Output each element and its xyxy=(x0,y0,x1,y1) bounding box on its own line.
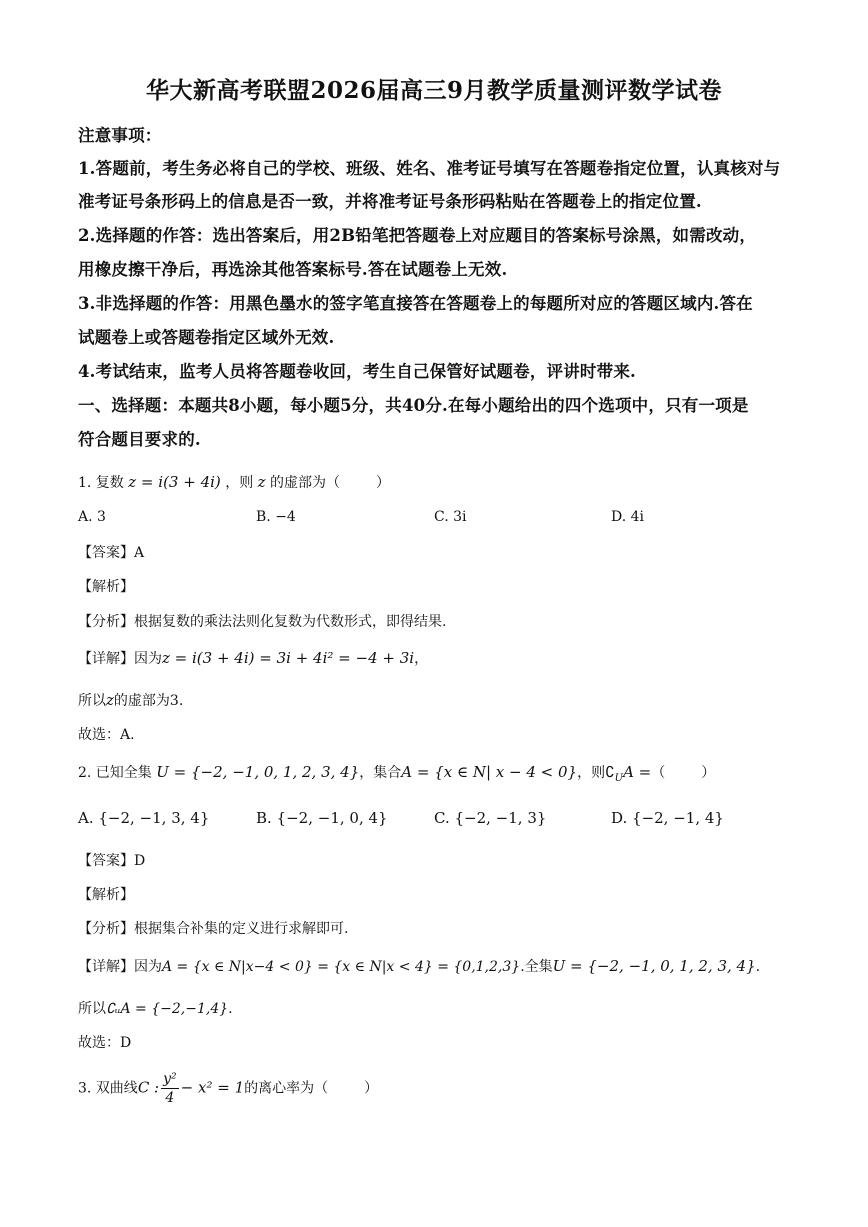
q3-curve-name: C : xyxy=(137,1078,160,1097)
q3-fraction xyxy=(161,1072,179,1105)
q2-detail-universal: U = {−2, −1, 0, 1, 2, 3, 4} xyxy=(552,957,756,975)
q3-prefix: 3. 双曲线 xyxy=(78,1080,138,1097)
q3-fraction-numerator: y² xyxy=(163,1071,177,1087)
q2-detail-expression: A = {x ∈ N|x−4 < 0} = {x ∈ N|x < 4} = {0,1,2,3} xyxy=(162,959,521,975)
section-heading-b: 符合题目要求的. xyxy=(78,430,201,449)
notice-item-1a: 1.答题前，考生务必将自己的学校、班级、姓名、准考证号填写在答题卷指定位置，认真核对与 xyxy=(78,159,781,178)
q1-detail-prefix: 【详解】因为 xyxy=(78,651,162,667)
q1-analysis: 【分析】根据复数的乘法法则化复数为代数形式，即得结果. xyxy=(78,614,447,630)
q2-analysis: 【分析】根据集合补集的定义进行求解即可. xyxy=(78,921,349,937)
notice-heading: 注意事项： xyxy=(78,126,162,145)
q1-so-prefix: 所以 xyxy=(78,693,106,709)
q2-complement-symbol: ∁ xyxy=(605,763,615,781)
question-2 xyxy=(78,762,790,784)
q2-complement-a: A = xyxy=(623,763,652,781)
notice-item-4: 4.考试结束，监考人员将答题卷收回，考生自己保管好试题卷，评讲时带来. xyxy=(78,362,636,381)
notice-item-3b: 试题卷上或答题卷指定区域外无效. xyxy=(78,328,335,347)
notice-item-2a: 2.选择题的作答：选出答案后，用2B铅笔把答题卷上对应题目的答案标号涂黑，如需改动， xyxy=(78,226,757,245)
q1-expression: z = i(3 + 4i) xyxy=(128,473,221,491)
q3-fraction-denominator: 4 xyxy=(165,1090,175,1106)
question-1 xyxy=(78,472,790,492)
q2-option-a: A. {−2, −1, 3, 4} xyxy=(78,809,210,827)
q2-close: ） xyxy=(701,765,716,781)
q1-answer: 【答案】A xyxy=(78,545,145,561)
q1-post: 的虚部为（ xyxy=(270,475,341,491)
q1-detail xyxy=(78,648,790,668)
q2-so-expression: ∁ᵤA = {−2,−1,4} xyxy=(106,1001,229,1017)
q1-option-a: A. 3 xyxy=(78,509,106,525)
q2-prefix: 2. 已知全集 xyxy=(78,765,152,781)
q2-universal-set: U = {−2, −1, 0, 1, 2, 3, 4} xyxy=(156,763,360,781)
q2-option-b: B. {−2, −1, 0, 4} xyxy=(256,809,388,827)
q1-detail-post: ， xyxy=(414,651,429,667)
q1-conclusion xyxy=(78,690,790,710)
notice-item-2b: 用橡皮擦干净后，再选涂其他答案标号.答在试题卷上无效. xyxy=(78,260,508,279)
q3-equation-rest: − x² = 1 xyxy=(180,1078,245,1097)
section-heading-a: 一、选择题：本题共8小题，每小题5分，共40分.在每小题给出的四个选项中，只有一项是 xyxy=(78,396,749,415)
q1-option-c: C. 3i xyxy=(434,509,467,525)
question-3 xyxy=(78,1072,790,1105)
q2-choice: 故选：D xyxy=(78,1035,132,1051)
q1-prefix: 1. 复数 xyxy=(78,475,124,491)
q2-option-c: C. {−2, −1, 3} xyxy=(434,809,547,827)
q2-option-d: D. {−2, −1, 4} xyxy=(611,809,724,827)
q2-jiexi: 【解析】 xyxy=(78,887,134,903)
notice-item-1b: 准考证号条形码上的信息是否一致，并将准考证号条形码粘贴在答题卷上的指定位置. xyxy=(78,192,702,211)
q2-conclusion xyxy=(78,998,790,1018)
q1-detail-expression: z = i(3 + 4i) = 3i + 4i² = −4 + 3i xyxy=(162,649,415,667)
q2-so-post: . xyxy=(228,1001,233,1017)
q2-so-prefix: 所以 xyxy=(78,1001,106,1017)
q1-mid: ，则 xyxy=(225,475,254,491)
q2-detail xyxy=(78,956,790,976)
q1-option-b: B. −4 xyxy=(256,509,296,525)
q1-var: z xyxy=(257,473,266,491)
q1-so-post: 的虚部为3. xyxy=(113,693,184,709)
q2-detail-mid: .全集 xyxy=(520,959,553,975)
q1-choice: 故选：A. xyxy=(78,727,135,743)
q2-complement-sub: U xyxy=(614,772,624,784)
q2-detail-prefix: 【详解】因为 xyxy=(78,959,162,975)
q2-mid: ，集合 xyxy=(359,765,402,781)
q3-post: 的离心率为（ xyxy=(244,1080,329,1097)
q1-so-var: z xyxy=(106,691,114,709)
q1-close: ） xyxy=(376,475,391,491)
q1-jiexi: 【解析】 xyxy=(78,579,134,595)
q1-option-d: D. 4i xyxy=(611,509,645,525)
q2-post: （ xyxy=(651,765,666,781)
q2-detail-post: . xyxy=(755,959,761,975)
notice-item-3a: 3.非选择题的作答：用黑色墨水的签字笔直接答在答题卷上的每题所对应的答题区域内.答在 xyxy=(78,294,753,313)
q3-close: ） xyxy=(364,1080,379,1097)
q2-set-a: A = {x ∈ N| x − 4 < 0} xyxy=(401,763,578,781)
exam-title: 华大新高考联盟2026届高三9月教学质量测评数学试卷 xyxy=(145,77,723,104)
q2-answer: 【答案】D xyxy=(78,853,146,869)
q2-mid2: ，则 xyxy=(577,765,606,781)
